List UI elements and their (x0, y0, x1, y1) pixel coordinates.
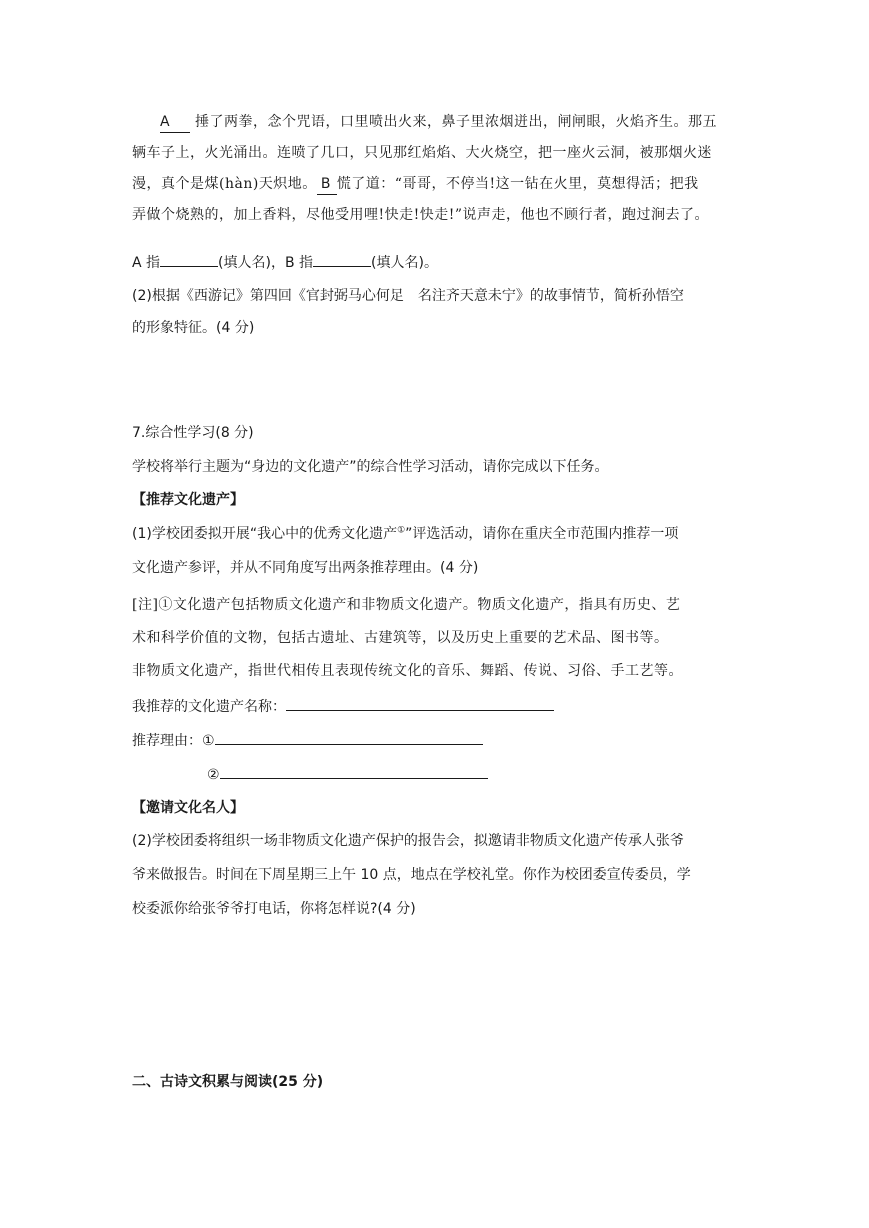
blank-label-a: A (160, 112, 190, 133)
part-2-title: 二、古诗文积累与阅读(25 分) (132, 1074, 324, 1090)
question-7-intro: 学校将举行主题为“身边的文化遗产”的综合性学习活动，请你完成以下任务。 (132, 459, 609, 475)
task-1-line-2: 文化遗产参评，并从不同角度写出两条推荐理由。(4 分) (132, 560, 479, 576)
question-2-line-2: 的形象特征。(4 分) (132, 320, 255, 336)
question-2-line-1: (2)根据《西游记》第四回《官封弼马心何足 名注齐天意未宁》的故事情节，简析孙悟空 (132, 288, 684, 304)
question-1-fill: A 指 (填人名)，B 指 (填人名)。 (132, 255, 438, 271)
passage-line-2: 辆车子上，火光涌出。连喷了几口，只见那红焰焰、大火烧空，把一座火云洞，被那烟火迷 (132, 145, 712, 161)
heritage-name-row: 我推荐的文化遗产名称： (132, 697, 554, 717)
footnote-marker: ① (397, 525, 406, 536)
note-line-3: 非物质文化遗产，指世代相传且表现传统文化的音乐、舞蹈、传说、习俗、手工艺等。 (132, 663, 683, 679)
task-2-line-1: (2)学校团委将组织一场非物质文化遗产保护的报告会，拟邀请非物质文化遗产传承人张爷 (132, 833, 684, 849)
reason-2-blank[interactable] (220, 765, 488, 779)
reason-1-blank[interactable] (215, 731, 483, 745)
passage-line-3: 漫，真个是煤(hàn)天炽地。 B 慌了道：“哥哥，不停当!这一钻在火里，莫想得活；把我 (132, 174, 699, 195)
reason-2-row: ② (207, 765, 488, 785)
task-2-line-3: 校委派你给张爷爷打电话，你将怎样说?(4 分) (132, 901, 416, 917)
answer-blank-a[interactable] (160, 253, 218, 267)
section-recommend-heritage: 【推荐文化遗产】 (132, 492, 244, 508)
blank-label-b: B (317, 174, 337, 195)
passage-line-1: A 捶了两拳，念个咒语，口里喷出火来，鼻子里浓烟迸出，闸闸眼，火焰齐生。那五 (160, 112, 717, 133)
heritage-name-blank[interactable] (286, 697, 554, 711)
passage-line-4: 弄做个烧熟的，加上香料，尽他受用哩!快走!快走!”说声走，他也不顾行者，跑过涧去了。 (132, 207, 710, 223)
task-1-line-1: (1)学校团委拟开展“我心中的优秀文化遗产①”评选活动，请你在重庆全市范围内推荐一项 (132, 525, 679, 542)
section-invite-celebrity: 【邀请文化名人】 (132, 800, 244, 816)
answer-blank-b[interactable] (313, 253, 371, 267)
question-7-title: 7.综合性学习(8 分) (132, 425, 254, 441)
reason-1-row: 推荐理由：① (132, 731, 483, 751)
note-line-1: [注]①文化遗产包括物质文化遗产和非物质文化遗产。物质文化遗产，指具有历史、艺 (132, 597, 681, 613)
task-2-line-2: 爷来做报告。时间在下周星期三上午 10 点，地点在学校礼堂。你作为校团委宣传委员，学 (132, 867, 691, 883)
note-line-2: 术和科学价值的文物，包括古遗址、古建筑等，以及历史上重要的艺术品、图书等。 (132, 630, 669, 646)
